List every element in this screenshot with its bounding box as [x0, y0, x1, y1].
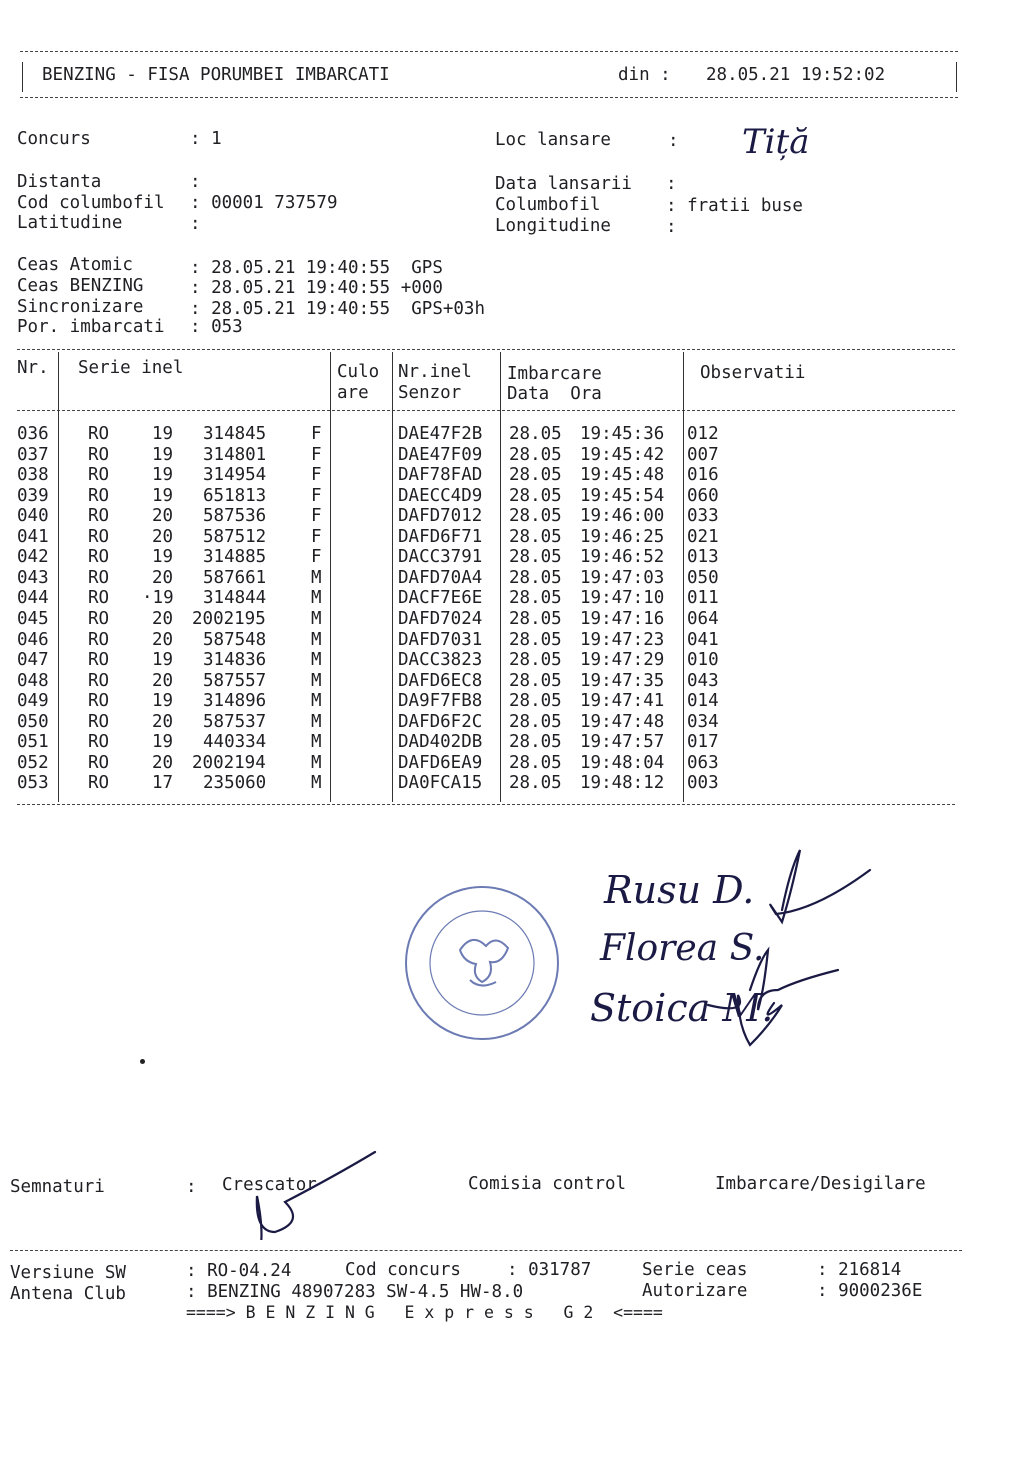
cod-columbofil-value: : 00001 737579 [190, 193, 338, 213]
row-serie: 314845 [203, 424, 267, 444]
row-senzor: DACF7E6E [398, 588, 483, 609]
row-country: RO [88, 465, 110, 486]
row-senzor: DAE47F09 [398, 444, 483, 465]
row-serie: 440334 [203, 732, 267, 753]
row-country: RO [88, 547, 110, 568]
row-country: RO [88, 444, 110, 465]
row-country: RO [88, 732, 110, 753]
table-row [0, 630, 1024, 651]
row-country: RO [88, 629, 110, 650]
row-country: RO [88, 650, 110, 671]
row-data: 28.05 [509, 650, 562, 671]
row-serie: 314954 [203, 465, 267, 486]
imbarcare-desigilare-label: Imbarcare/Desigilare [715, 1174, 926, 1194]
row-ora: 19:47:23 [580, 629, 665, 650]
row-sex: M [311, 773, 322, 794]
row-year: ·19 [142, 588, 174, 609]
table-row [0, 712, 1024, 733]
din-label: din : [618, 65, 671, 85]
row-ora: 19:47:35 [580, 670, 665, 691]
row-year: 19 [152, 465, 174, 486]
row-obs: 034 [687, 711, 719, 732]
header-culoare-2: are [337, 383, 369, 403]
row-data: 28.05 [509, 711, 562, 732]
row-ora: 19:47:29 [580, 650, 665, 671]
signature-line-2: Florea S. [600, 928, 765, 969]
row-data: 28.05 [509, 547, 562, 568]
row-ora: 19:47:41 [580, 691, 665, 712]
row-senzor: DAECC4D9 [398, 485, 483, 506]
row-ora: 19:46:00 [580, 506, 665, 527]
row-senzor: DAFD6F2C [398, 711, 483, 732]
header-nrinel-1: Nr.inel [398, 362, 472, 382]
row-serie: 587548 [203, 629, 267, 650]
row-senzor: DA0FCA15 [398, 773, 483, 794]
row-country: RO [88, 608, 110, 629]
row-sex: M [311, 670, 322, 691]
row-obs: 060 [687, 485, 719, 506]
row-data: 28.05 [509, 752, 562, 773]
row-serie: 314836 [203, 650, 267, 671]
row-senzor: DAF78FAD [398, 465, 483, 486]
row-serie: 314801 [203, 444, 267, 465]
row-ora: 19:46:25 [580, 526, 665, 547]
row-serie: 235060 [203, 773, 267, 794]
row-ora: 19:45:42 [580, 444, 665, 465]
row-nr: 050 [17, 711, 49, 732]
header-bottom-border [20, 97, 958, 98]
row-data: 28.05 [509, 567, 562, 588]
row-ora: 19:45:48 [580, 465, 665, 486]
row-serie: 651813 [203, 485, 267, 506]
row-serie: 314844 [203, 588, 267, 609]
semnaturi-label: Semnaturi [10, 1177, 105, 1197]
table-row [0, 609, 1024, 630]
row-nr: 040 [17, 506, 49, 527]
cod-concurs-value: : 031787 [507, 1260, 592, 1280]
row-nr: 036 [17, 424, 49, 444]
row-nr: 041 [17, 526, 49, 547]
row-serie: 2002195 [192, 608, 266, 629]
row-obs: 003 [687, 773, 719, 794]
latitudine-label: Latitudine [17, 213, 123, 233]
row-year: 20 [152, 506, 174, 527]
row-country: RO [88, 691, 110, 712]
row-senzor: DACC3823 [398, 650, 483, 671]
row-data: 28.05 [509, 424, 562, 444]
loc-lansare-label: Loc lansare [495, 130, 611, 150]
comisia-control-label: Comisia control [468, 1174, 627, 1194]
row-obs: 013 [687, 547, 719, 568]
row-senzor: DAFD6EC8 [398, 670, 483, 691]
row-senzor: DAD402DB [398, 732, 483, 753]
crescator-signature [230, 1148, 390, 1240]
row-nr: 039 [17, 485, 49, 506]
row-obs: 043 [687, 670, 719, 691]
row-nr: 046 [17, 629, 49, 650]
row-obs: 017 [687, 732, 719, 753]
row-nr: 037 [17, 444, 49, 465]
data-lansarii-value: : [666, 174, 677, 194]
row-data: 28.05 [509, 608, 562, 629]
row-sex: M [311, 711, 322, 732]
table-row [0, 588, 1024, 609]
ceas-atomic-value: : 28.05.21 19:40:55 GPS [190, 258, 443, 278]
signature-line-3: Stoica M. [590, 986, 774, 1030]
row-obs: 016 [687, 465, 719, 486]
row-ora: 19:47:16 [580, 608, 665, 629]
row-year: 20 [152, 567, 174, 588]
row-country: RO [88, 485, 110, 506]
row-ora: 19:48:12 [580, 773, 665, 794]
row-nr: 038 [17, 465, 49, 486]
row-nr: 042 [17, 547, 49, 568]
row-sex: F [311, 547, 322, 568]
table-row [0, 671, 1024, 692]
row-ora: 19:47:10 [580, 588, 665, 609]
cod-columbofil-label: Cod columbofil [17, 193, 165, 213]
header-datetime: 28.05.21 19:52:02 [706, 65, 886, 85]
row-country: RO [88, 670, 110, 691]
serie-ceas-value: : 216814 [817, 1260, 902, 1280]
row-nr: 051 [17, 732, 49, 753]
row-obs: 007 [687, 444, 719, 465]
row-serie: 587512 [203, 526, 267, 547]
row-ora: 19:45:54 [580, 485, 665, 506]
table-row [0, 691, 1024, 712]
row-senzor: DAFD6EA9 [398, 752, 483, 773]
table-row [0, 527, 1024, 548]
table-row [0, 445, 1024, 466]
row-data: 28.05 [509, 526, 562, 547]
latitudine-value: : [190, 214, 201, 234]
row-sex: M [311, 629, 322, 650]
row-year: 20 [152, 752, 174, 773]
header-left-border [22, 62, 23, 92]
ceas-benzing-label: Ceas BENZING [17, 276, 144, 296]
longitudine-label: Longitudine [495, 216, 611, 236]
row-obs: 033 [687, 506, 719, 527]
distanta-value: : [190, 172, 201, 192]
row-obs: 050 [687, 567, 719, 588]
row-sex: F [311, 424, 322, 444]
signature-line-1: Rusu D. [604, 868, 755, 912]
row-obs: 010 [687, 650, 719, 671]
concurs-label: Concurs [17, 129, 91, 149]
row-ora: 19:47:57 [580, 732, 665, 753]
row-year: 19 [152, 650, 174, 671]
loc-lansare-value: : [668, 131, 679, 151]
row-nr: 044 [17, 588, 49, 609]
row-data: 28.05 [509, 732, 562, 753]
row-senzor: DAFD7031 [398, 629, 483, 650]
versiune-sw-value: : RO-04.24 [186, 1261, 292, 1281]
row-year: 19 [152, 691, 174, 712]
row-obs: 014 [687, 691, 719, 712]
table-row [0, 568, 1024, 589]
row-sex: M [311, 608, 322, 629]
concurs-value: : 1 [190, 129, 222, 149]
row-country: RO [88, 711, 110, 732]
row-year: 20 [152, 670, 174, 691]
row-nr: 053 [17, 773, 49, 794]
ceas-benzing-value: : 28.05.21 19:40:55 +000 [190, 278, 443, 298]
row-data: 28.05 [509, 465, 562, 486]
row-country: RO [88, 773, 110, 794]
row-data: 28.05 [509, 588, 562, 609]
antena-club-value: : BENZING 48907283 SW-4.5 HW-8.0 [186, 1282, 524, 1302]
row-year: 17 [152, 773, 174, 794]
row-year: 19 [152, 732, 174, 753]
row-obs: 063 [687, 752, 719, 773]
row-serie: 314896 [203, 691, 267, 712]
row-nr: 052 [17, 752, 49, 773]
row-obs: 011 [687, 588, 719, 609]
distanta-label: Distanta [17, 172, 102, 192]
row-nr: 043 [17, 567, 49, 588]
row-data: 28.05 [509, 629, 562, 650]
table-row [0, 650, 1024, 671]
row-year: 20 [152, 608, 174, 629]
header-imbarcare-2: Data Ora [507, 384, 602, 404]
row-sex: M [311, 650, 322, 671]
row-country: RO [88, 506, 110, 527]
header-nrinel-2: Senzor [398, 383, 462, 403]
row-sex: F [311, 465, 322, 486]
row-sex: M [311, 691, 322, 712]
row-data: 28.05 [509, 670, 562, 691]
ink-dot [140, 1059, 145, 1064]
header-imbarcare-1: Imbarcare [507, 364, 602, 384]
antena-club-label: Antena Club [10, 1284, 126, 1304]
row-senzor: DAFD6F71 [398, 526, 483, 547]
row-data: 28.05 [509, 485, 562, 506]
row-serie: 2002194 [192, 752, 266, 773]
row-ora: 19:46:52 [580, 547, 665, 568]
row-sex: M [311, 752, 322, 773]
row-senzor: DAFD7024 [398, 608, 483, 629]
table-top-rule [17, 349, 955, 350]
row-data: 28.05 [509, 444, 562, 465]
row-year: 20 [152, 711, 174, 732]
longitudine-value: : [666, 217, 677, 237]
table-row [0, 506, 1024, 527]
row-serie: 587557 [203, 670, 267, 691]
table-header-rule [17, 410, 955, 411]
por-imbarcati-value: : 053 [190, 317, 243, 337]
semnaturi-colon: : [186, 1177, 197, 1197]
row-year: 20 [152, 629, 174, 650]
row-obs: 012 [687, 424, 719, 444]
document-title: BENZING - FISA PORUMBEI IMBARCATI [42, 65, 390, 85]
table-row [0, 424, 1024, 445]
row-sex: F [311, 526, 322, 547]
row-sex: F [311, 506, 322, 527]
table-row [0, 773, 1024, 794]
row-sex: F [311, 444, 322, 465]
row-senzor: DACC3791 [398, 547, 483, 568]
row-country: RO [88, 567, 110, 588]
ceas-atomic-label: Ceas Atomic [17, 255, 133, 275]
row-country: RO [88, 526, 110, 547]
footer-rule [10, 1250, 962, 1251]
row-sex: M [311, 588, 322, 609]
row-serie: 587661 [203, 567, 267, 588]
loc-lansare-handwritten: Tiță [742, 122, 810, 162]
autorizare-label: Autorizare [642, 1281, 748, 1301]
row-data: 28.05 [509, 773, 562, 794]
row-senzor: DAE47F2B [398, 424, 483, 444]
sincronizare-value: : 28.05.21 19:40:55 GPS+03h [190, 299, 486, 319]
autorizare-value: : 9000236E [817, 1281, 923, 1301]
serie-ceas-label: Serie ceas [642, 1260, 748, 1280]
row-obs: 041 [687, 629, 719, 650]
benzing-express-line: ====> B E N Z I N G E x p r e s s G 2 <==== [186, 1303, 663, 1322]
row-ora: 19:47:03 [580, 567, 665, 588]
crescator-label: Crescator [222, 1175, 317, 1195]
row-data: 28.05 [509, 506, 562, 527]
row-year: 19 [152, 485, 174, 506]
table-row [0, 465, 1024, 486]
sincronizare-label: Sincronizare [17, 297, 144, 317]
row-sex: M [311, 567, 322, 588]
row-senzor: DAFD7012 [398, 506, 483, 527]
row-year: 19 [152, 444, 174, 465]
row-obs: 021 [687, 526, 719, 547]
row-year: 20 [152, 526, 174, 547]
header-nr: Nr. [17, 358, 49, 378]
row-serie: 587536 [203, 506, 267, 527]
row-country: RO [88, 424, 110, 444]
table-row [0, 753, 1024, 774]
table-row [0, 486, 1024, 507]
row-serie: 314885 [203, 547, 267, 568]
header-culoare-1: Culo [337, 362, 380, 382]
row-country: RO [88, 752, 110, 773]
row-sex: M [311, 732, 322, 753]
header-top-border [20, 51, 958, 52]
row-obs: 064 [687, 608, 719, 629]
row-nr: 047 [17, 650, 49, 671]
cod-concurs-label: Cod concurs [345, 1260, 461, 1280]
row-sex: F [311, 485, 322, 506]
row-ora: 19:47:48 [580, 711, 665, 732]
por-imbarcati-label: Por. imbarcati [17, 317, 165, 337]
data-lansarii-label: Data lansarii [495, 174, 632, 194]
row-year: 19 [152, 424, 174, 444]
row-year: 19 [152, 547, 174, 568]
table-bottom-rule [17, 804, 955, 805]
club-stamp [400, 880, 570, 1050]
table-row [0, 732, 1024, 753]
header-right-border [956, 62, 957, 92]
row-senzor: DAFD70A4 [398, 567, 483, 588]
row-nr: 045 [17, 608, 49, 629]
row-country: RO [88, 588, 110, 609]
row-ora: 19:48:04 [580, 752, 665, 773]
row-ora: 19:45:36 [580, 424, 665, 444]
row-serie: 587537 [203, 711, 267, 732]
columbofil-label: Columbofil [495, 195, 601, 215]
table-row [0, 547, 1024, 568]
row-nr: 048 [17, 670, 49, 691]
row-senzor: DA9F7FB8 [398, 691, 483, 712]
row-nr: 049 [17, 691, 49, 712]
header-serie-inel: Serie inel [78, 358, 184, 378]
columbofil-value: : fratii buse [666, 196, 803, 216]
signature-scribbles [700, 840, 880, 1070]
versiune-sw-label: Versiune SW [10, 1263, 126, 1283]
row-data: 28.05 [509, 691, 562, 712]
header-observatii: Observatii [700, 363, 806, 383]
